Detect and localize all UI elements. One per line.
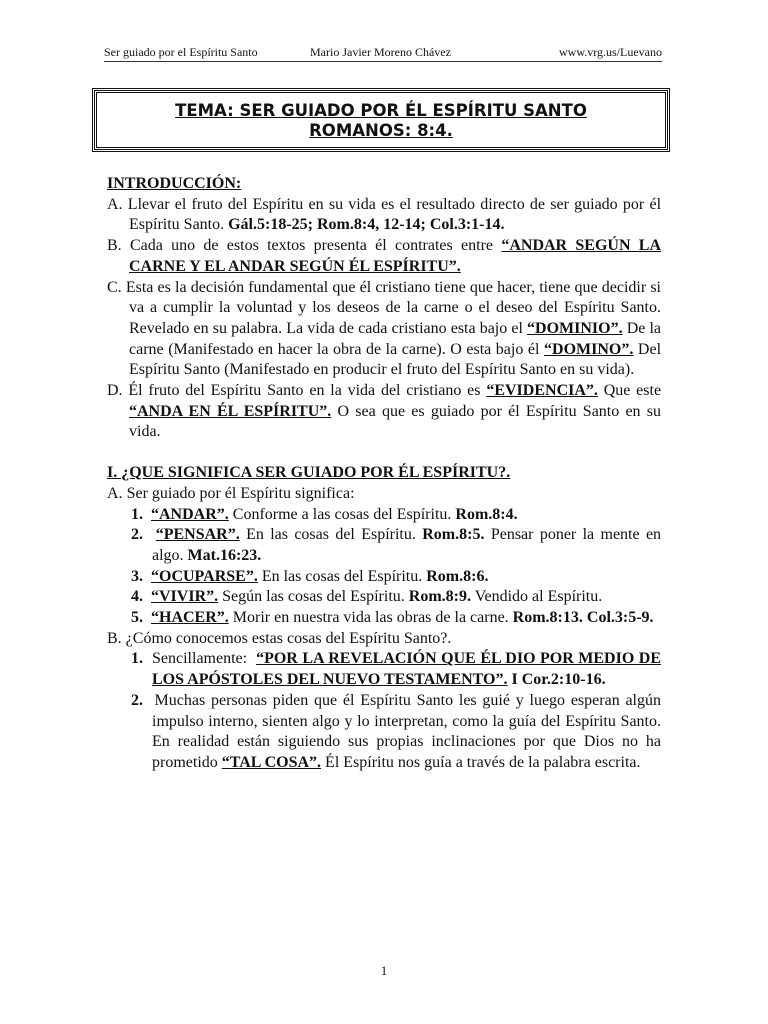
item-emphasis: “POR LA REVELACIÓN QUE ÉL DIO POR MEDIO DE LOS APÓSTOLES DEL NUEVO TESTAMENTO”. [152, 650, 662, 689]
s1-a-text: Ser guiado por él Espíritu significa: [126, 484, 355, 502]
item-emphasis: “HACER”. [151, 609, 229, 627]
s1-a-item-3 [107, 567, 661, 588]
intro-point-c [107, 278, 661, 382]
intro-heading: INTRODUCCIÓN: [107, 175, 242, 192]
intro-d-text1: Él fruto del Espíritu Santo en la vida del cristiano es [128, 382, 481, 400]
s1-b-marker: B. [107, 629, 122, 647]
intro-a-marker: A. [107, 195, 123, 213]
intro-d-text2: Que este [603, 382, 662, 400]
intro-c-text1: Esta es la decisión fundamental que él cristiano tiene que hacer, tiene que decidir si va a cumplir la voluntad y los deseos de la carne o el deseo del Espíritu Santo. Revelado en su palabra. La vida de cada cristiano esta bajo el [125, 278, 662, 337]
intro-c-marker: C. [107, 278, 122, 296]
s1-b-item-1 [107, 649, 661, 690]
spacer [107, 443, 661, 463]
item-text-2: Pensar poner la mente en algo. [152, 526, 662, 564]
item-reference: Rom.8:4. [455, 505, 518, 523]
intro-b-text: Cada uno de estos textos presenta él contrates entre [129, 237, 494, 255]
item-text-2: Vendido al Espíritu. [474, 588, 603, 606]
header-author: Mario Javier Moreno Chávez [310, 45, 451, 59]
s1-a-item-4 [107, 587, 661, 608]
s1-a-item-1 [107, 505, 661, 526]
item-number: 3. [131, 567, 143, 585]
item-emphasis: “PENSAR”. [155, 526, 240, 544]
item-text: Conforme a las cosas del Espíritu. [232, 505, 452, 523]
item-text: En las cosas del Espíritu. [261, 567, 423, 585]
intro-c-emphasis2: “DOMINO”. [544, 340, 634, 358]
s1-b-item-2 [107, 691, 661, 774]
item-emphasis: “TAL COSA”. [221, 753, 322, 771]
intro-d-text3: O sea que es guiado por él Espíritu Santo en su vida. [129, 402, 662, 441]
item-text: Morir en nuestra vida las obras de la carne. [232, 609, 509, 627]
title-box [94, 90, 668, 150]
intro-d-emphasis1: “EVIDENCIA”. [486, 382, 598, 400]
item-number: 1. [131, 650, 143, 668]
section-1-heading-text: I. ¿QUE SIGNIFICA SER GUIADO POR ÉL ESPÍRITU?. [107, 464, 511, 482]
title-reference: ROMANOS: 8:4. [309, 121, 453, 140]
intro-d-emphasis2: “ANDA EN ÉL ESPÍRITU”. [129, 402, 332, 420]
section-1-heading [107, 463, 661, 484]
title-theme: TEMA: SER GUIADO POR ÉL ESPÍRITU SANTO [175, 101, 587, 120]
section-1-point-a [107, 484, 661, 505]
item-text: Sencillamente: [152, 650, 248, 668]
intro-point-a [107, 195, 661, 236]
item-text: Muchas personas piden que él Espíritu Santo les guié y luego esperan algún impulso interno, sienten algo y lo interpretan, como la guía del Espíritu Santo. En realidad están siguiendo sus propias inclinaciones por que Dios no ha prometido [152, 691, 662, 771]
item-number: 2. [131, 691, 143, 709]
intro-a-text: Llevar el fruto del Espíritu en su vida es el resultado directo de ser guiado por él Espíritu Santo. [127, 195, 662, 234]
intro-c-text3: Del Espíritu Santo (Manifestado en producir el fruto del Espíritu Santo en su vida). [129, 340, 662, 379]
intro-c-text2: De la carne (Manifestado en hacer la obra de la carne). O esta bajo él [129, 319, 662, 358]
item-text-2: Él Espíritu nos guía a través de la palabra escrita. [325, 753, 641, 771]
intro-a-reference: Gál.5:18-25; Rom.8:4, 12-14; Col.3:1-14. [228, 216, 505, 234]
item-reference: I Cor.2:10-16. [511, 671, 606, 689]
item-number: 4. [131, 588, 143, 606]
header-document-title: Ser guiado por el Espíritu Santo [104, 45, 258, 59]
item-text: En las cosas del Espíritu. [246, 526, 416, 544]
section-1-point-b [107, 629, 661, 650]
item-number: 1. [131, 505, 143, 523]
item-reference: Rom.8:5. [422, 526, 485, 544]
item-emphasis: “ANDAR”. [151, 505, 229, 523]
item-reference-2: Mat.16:23. [187, 546, 262, 564]
s1-b-text: ¿Cómo conocemos estas cosas del Espíritu Santo?. [125, 629, 452, 647]
intro-point-b [107, 236, 661, 277]
page-number: 1 [380, 963, 388, 978]
item-number: 2. [131, 526, 143, 544]
item-number: 5. [131, 609, 143, 627]
intro-point-d [107, 381, 661, 443]
intro-c-emphasis1: “DOMINIO”. [527, 319, 623, 337]
page-header [104, 45, 662, 62]
item-reference: Rom.8:9. [408, 588, 471, 606]
s1-a-marker: A. [107, 484, 123, 502]
s1-a-item-5 [107, 608, 661, 629]
item-text: Según las cosas del Espíritu. [222, 588, 405, 606]
intro-b-emphasis: “ANDAR SEGÚN LA CARNE Y EL ANDAR SEGÚN ÉL ESPÍRITU”. [129, 237, 662, 275]
intro-b-marker: B. [107, 237, 122, 255]
item-reference: Rom.8:6. [426, 567, 489, 585]
item-emphasis: “OCUPARSE”. [151, 567, 258, 585]
item-reference: Rom.8:13. Col.3:5-9. [512, 609, 654, 627]
item-emphasis: “VIVIR”. [151, 588, 219, 606]
intro-d-marker: D. [107, 382, 123, 400]
s1-a-item-2 [107, 525, 661, 566]
header-website: www.vrg.us/Luevano [559, 45, 662, 59]
document-body [107, 174, 661, 774]
